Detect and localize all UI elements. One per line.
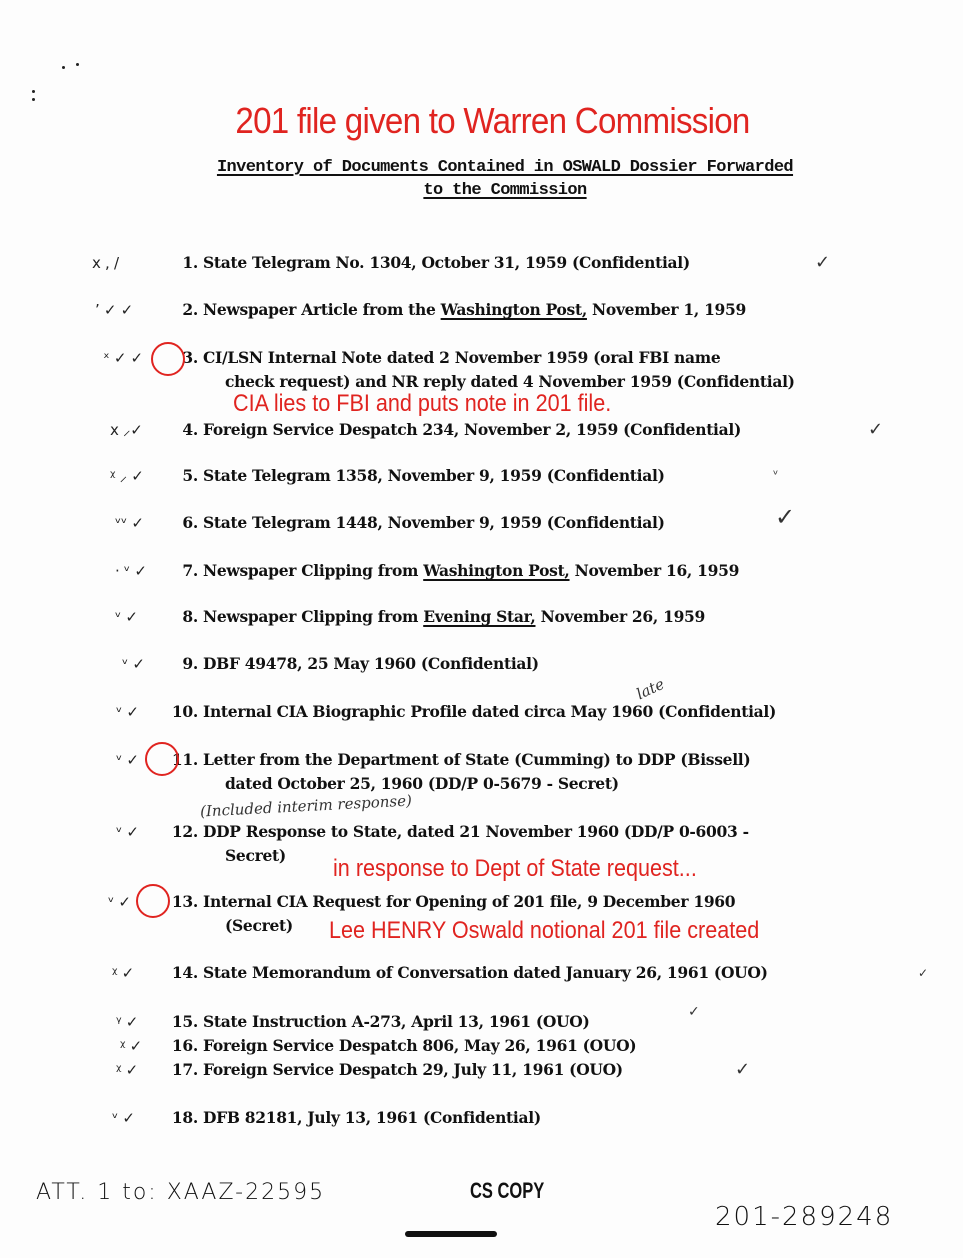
item-number: 14.	[171, 963, 198, 982]
document-title	[0, 156, 963, 202]
item-text: State Memorandum of Conversation dated January 26, 1961 (OUO)	[203, 963, 768, 982]
check-marks: ᵛ ✓	[112, 1109, 135, 1127]
item-number: 11.	[171, 750, 198, 769]
item-number: 13.	[171, 892, 198, 911]
item-text-continued: dated October 25, 1960 (DD/P 0-5679 - Secret)	[225, 774, 619, 793]
check-marks: ᵛ ✓	[115, 608, 138, 626]
check-marks: ᵛ ✓	[116, 823, 139, 841]
document-title-line2: to the Commission	[423, 181, 587, 200]
item-text: CI/LSN Internal Note dated 2 November 1959 (oral FBI name	[203, 348, 721, 367]
item-text-part: November 1, 1959	[586, 300, 747, 319]
item-number: 10.	[171, 702, 198, 721]
annotation-item-13: Lee HENRY Oswald notional 201 file created	[329, 917, 760, 944]
item-text: State Telegram No. 1304, October 31, 1959 (Confidential)	[203, 253, 690, 272]
headline-annotation: 201 file given to Warren Commission	[235, 100, 750, 141]
check-marks: ᵡ ✓	[120, 1037, 142, 1055]
checkmark-icon: ✓	[868, 419, 883, 440]
item-text: Foreign Service Despatch 234, November 2, 1959 (Confidential)	[203, 420, 742, 439]
item-number: 17.	[171, 1060, 198, 1079]
item-text-part: Newspaper Clipping from	[203, 607, 424, 626]
item-number: 4.	[182, 420, 198, 439]
item-text: DFB 82181, July 13, 1961 (Confidential)	[203, 1108, 541, 1127]
publication-name: Evening Star,	[423, 607, 536, 626]
item-text	[203, 298, 746, 322]
speck	[32, 98, 35, 101]
check-marks: ᵡ ⸝ ✓	[110, 467, 144, 485]
item-text: State Telegram 1448, November 9, 1959 (Confidential)	[203, 513, 665, 532]
check-marks: ᵛ ✓	[116, 751, 139, 769]
item-text-part: November 26, 1959	[535, 607, 706, 626]
checkmark-icon: ✓	[815, 252, 830, 273]
check-marks: ᵛᵛ ✓	[115, 514, 144, 532]
publication-name: Washington Post,	[440, 300, 587, 319]
checkmark-icon: ✓	[775, 503, 795, 531]
checkmark-icon: ✓	[688, 1004, 700, 1020]
check-marks: ᵞ ✓	[116, 1013, 139, 1031]
item-number: 2.	[182, 300, 198, 319]
item-text-part: November 16, 1959	[569, 561, 740, 580]
annotation-item-12: in response to Dept of State request...	[333, 855, 697, 882]
checkmark-icon: ᵛ	[773, 468, 779, 483]
handwritten-note: late	[633, 674, 668, 704]
attachment-reference: ATT. 1 to: XAAZ-22595	[36, 1180, 326, 1205]
item-text: Foreign Service Despatch 806, May 26, 1961 (OUO)	[203, 1036, 637, 1055]
speck	[62, 66, 65, 69]
redaction-bar	[405, 1231, 497, 1237]
item-text-part: Newspaper Clipping from	[203, 561, 424, 580]
check-marks: ᵡ ✓	[112, 964, 134, 982]
item-number: 15.	[171, 1012, 198, 1031]
item-number: 1.	[182, 253, 198, 272]
item-text	[203, 559, 739, 583]
item-text: Letter from the Department of State (Cumming) to DDP (Bissell)	[203, 750, 751, 769]
speck	[76, 63, 79, 66]
check-marks: ˣ ✓ ✓	[103, 349, 143, 367]
item-text: Foreign Service Despatch 29, July 11, 1961 (OUO)	[203, 1060, 623, 1079]
item-number: 18.	[171, 1108, 198, 1127]
speck	[32, 90, 35, 93]
item-text: DDP Response to State, dated 21 November 1960 (DD/P 0-6003 -	[203, 822, 749, 841]
checkmark-icon: ✓	[735, 1059, 750, 1080]
item-text-continued: check request) and NR reply dated 4 November 1959 (Confidential)	[225, 372, 795, 391]
red-circle-highlight	[151, 342, 185, 376]
check-marks: x , /	[92, 254, 119, 272]
item-text: State Instruction A-273, April 13, 1961 (OUO)	[203, 1012, 590, 1031]
document-title-line1: Inventory of Documents Contained in OSWALD Dossier Forwarded	[216, 158, 794, 177]
check-marks: · ᵛ ✓	[115, 562, 147, 580]
cs-copy-stamp: CS COPY	[470, 1178, 545, 1203]
item-text: State Telegram 1358, November 9, 1959 (Confidential)	[203, 466, 665, 485]
item-number: 8.	[182, 607, 198, 626]
item-number: 6.	[182, 513, 198, 532]
check-marks: ᵛ ✓	[108, 893, 131, 911]
red-circle-highlight	[145, 742, 179, 776]
item-text: Internal CIA Biographic Profile dated circa May 1960 (Confidential)	[203, 702, 777, 721]
item-text	[203, 605, 705, 629]
check-marks: ᵛ ✓	[116, 703, 139, 721]
handwritten-note: (Included interim response)	[199, 791, 413, 821]
item-text: DBF 49478, 25 May 1960 (Confidential)	[203, 654, 539, 673]
item-text-continued: (Secret)	[225, 916, 293, 935]
item-number: 16.	[171, 1036, 198, 1055]
publication-name: Washington Post,	[423, 561, 570, 580]
item-number: 3.	[182, 348, 198, 367]
annotation-item-3: CIA lies to FBI and puts note in 201 file.	[233, 390, 612, 417]
red-circle-highlight	[136, 884, 170, 918]
checkmark-icon: ✓	[918, 966, 928, 980]
item-text: Internal CIA Request for Opening of 201 file, 9 December 1960	[203, 892, 736, 911]
item-number: 7.	[182, 561, 198, 580]
check-marks: x ⸝✓	[110, 421, 143, 439]
item-number: 5.	[182, 466, 198, 485]
check-marks: ᵛ ✓	[122, 655, 145, 673]
item-text-part: Newspaper Article from the	[203, 300, 441, 319]
item-number: 9.	[182, 654, 198, 673]
check-marks: ᵡ ✓	[116, 1061, 138, 1079]
file-number: 201-289248	[715, 1202, 894, 1232]
check-marks: ʼ ✓ ✓	[95, 301, 133, 319]
item-text-continued: Secret)	[225, 846, 286, 865]
item-number: 12.	[171, 822, 198, 841]
